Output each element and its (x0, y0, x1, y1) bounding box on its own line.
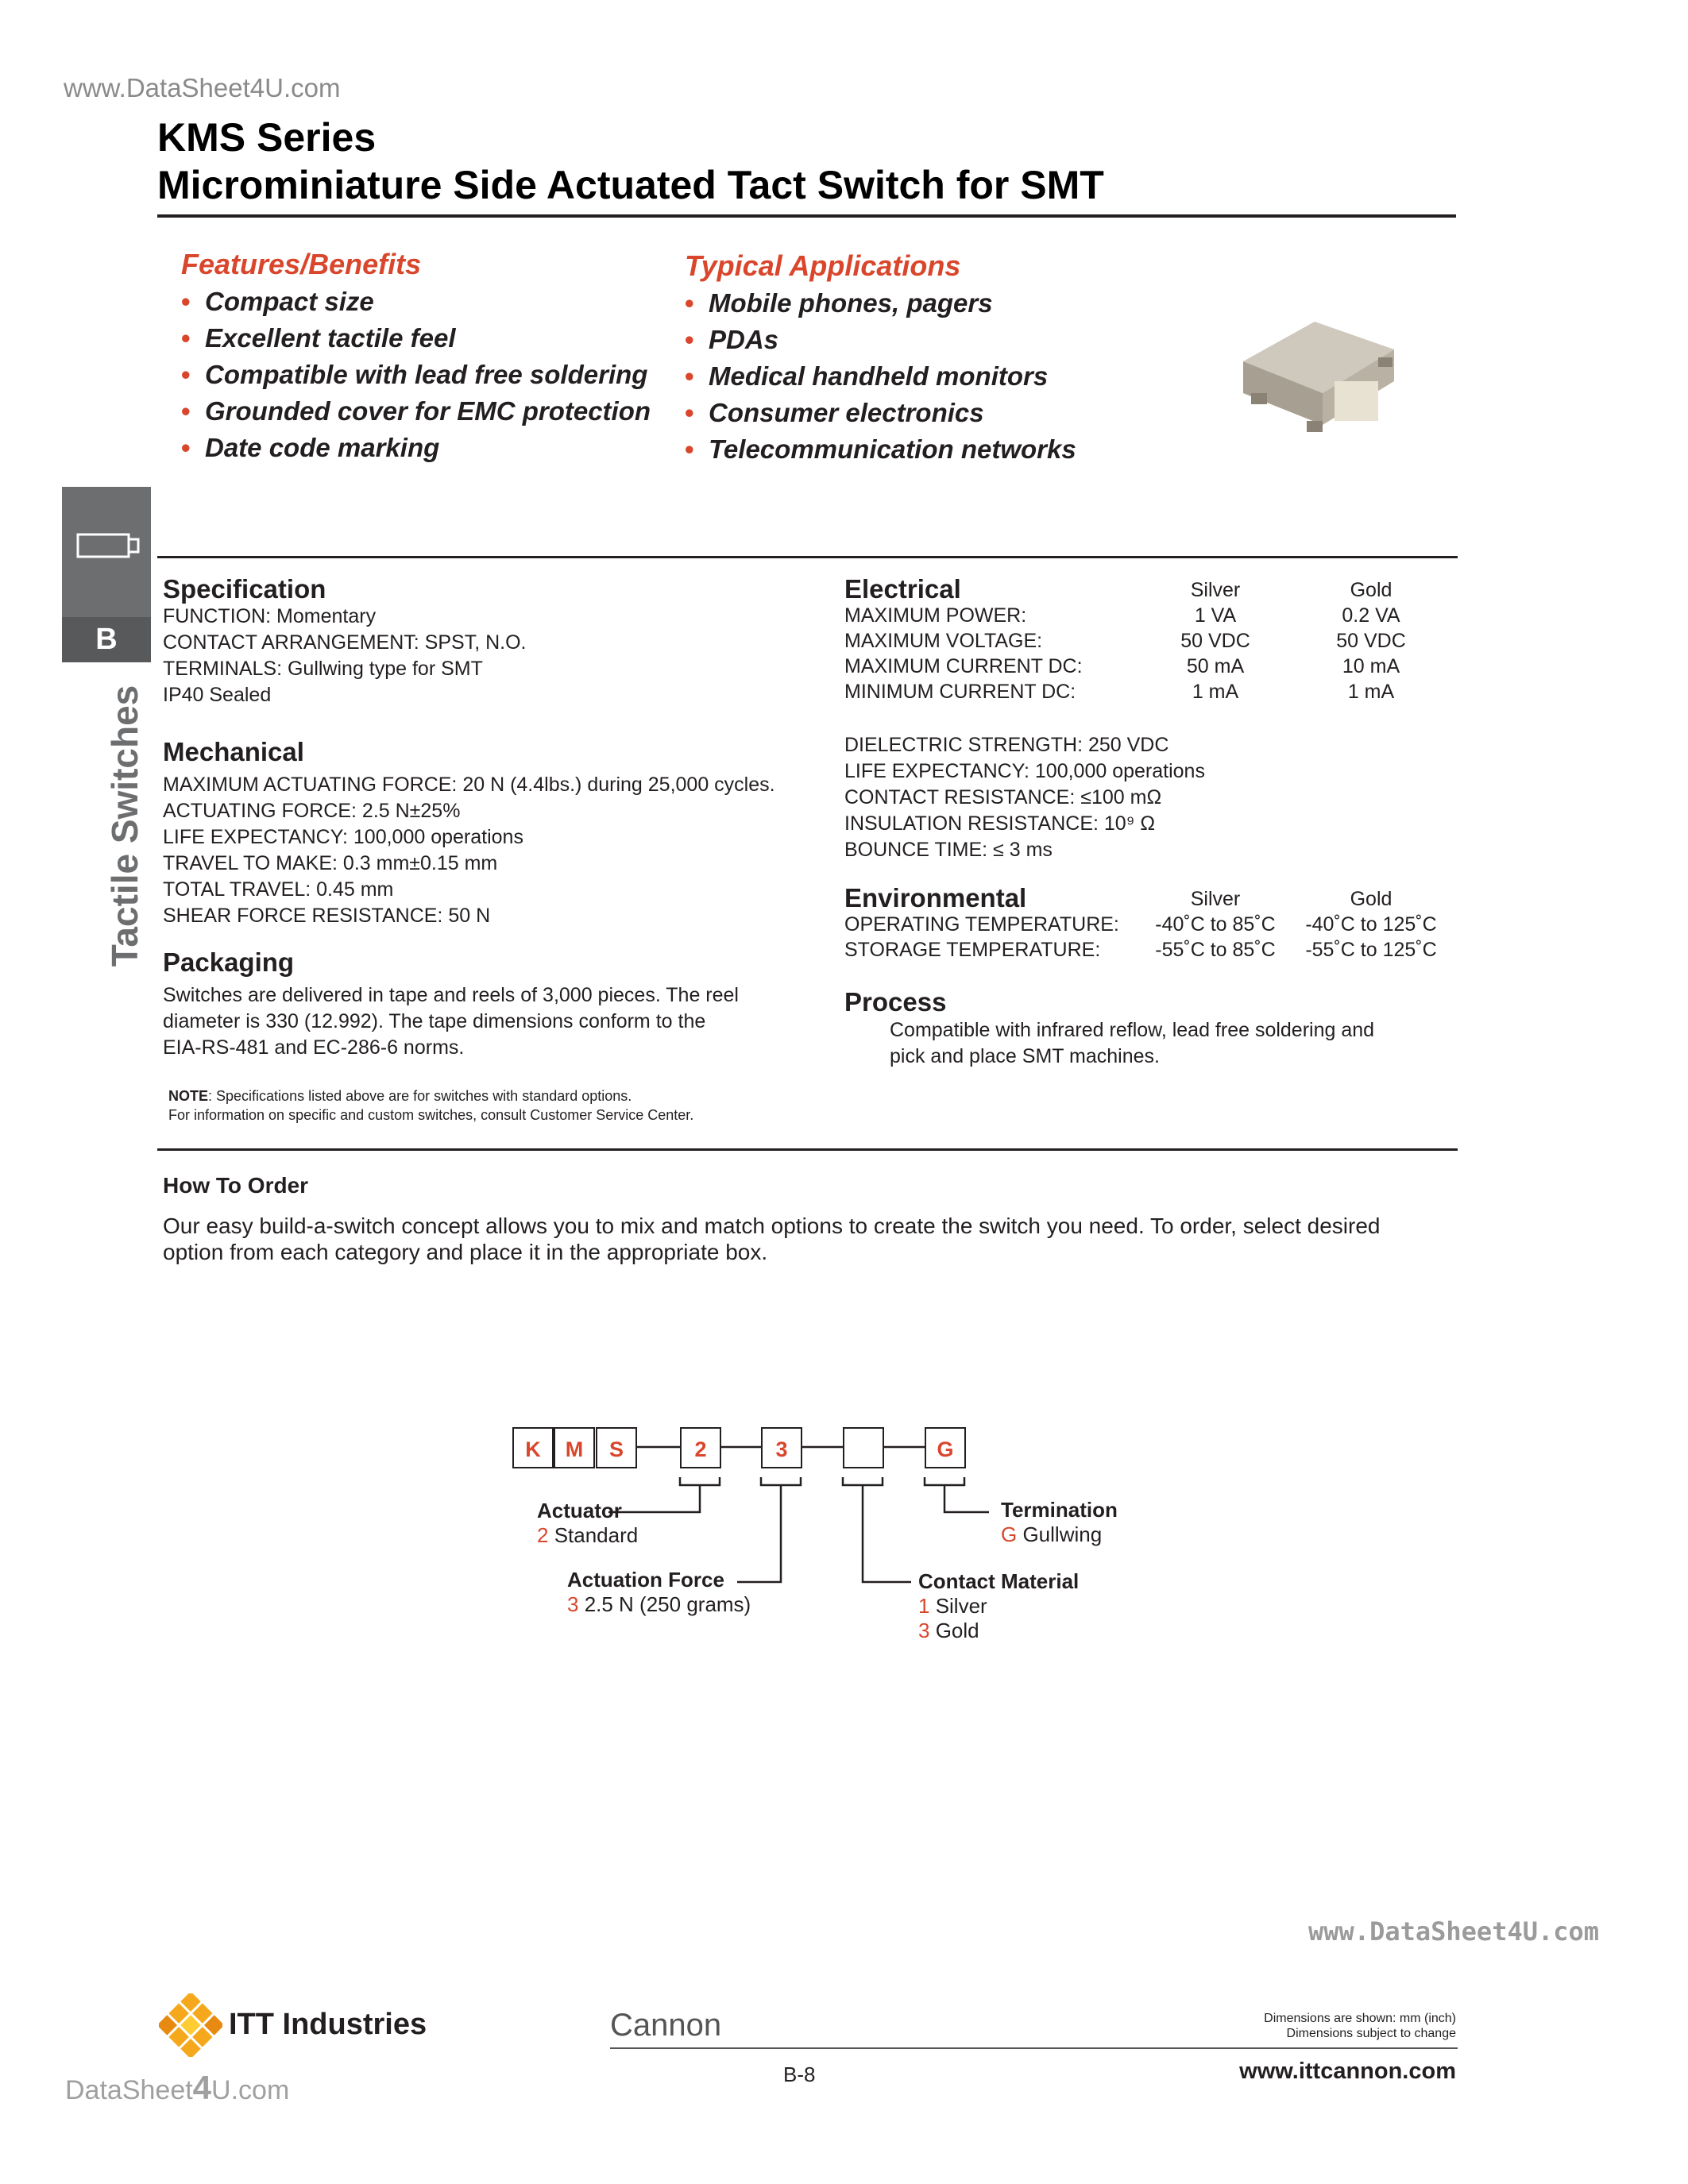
dimensions-note (1264, 2011, 1456, 2041)
code-box-termination[interactable]: G (925, 1427, 966, 1468)
col-gold: Gold (1350, 888, 1393, 910)
how-to-order-heading: How To Order (163, 1173, 309, 1198)
page-number: B-8 (783, 2062, 816, 2086)
row-gold: 10 mA (1342, 655, 1400, 677)
row-silver: 1 VA (1194, 604, 1237, 627)
spec-line: TERMINALS: Gullwing type for SMT (163, 658, 483, 680)
feature-item: • Date code marking (181, 433, 440, 462)
col-gold: Gold (1350, 579, 1393, 601)
watermark-top[interactable]: www.DataSheet4U.com (64, 73, 341, 102)
row-label: MAXIMUM VOLTAGE: (844, 630, 1043, 652)
side-tab-letter: B (62, 617, 151, 662)
process-line: Compatible with infrared reflow, lead free soldering and (890, 1019, 1375, 1041)
option-code: 3 (918, 1619, 930, 1642)
watermark-part: 4 (192, 2069, 212, 2106)
mech-line: TOTAL TRAVEL: 0.45 mm (163, 878, 394, 901)
feature-item: • Compact size (181, 287, 374, 316)
packaging-line: EIA-RS-481 and EC-286-6 norms. (163, 1036, 465, 1059)
termination-option (1001, 1498, 1118, 1547)
features-heading: Features/Benefits (181, 248, 422, 280)
note-line: For information on specific and custom switches, consult Customer Service Center. (168, 1107, 694, 1123)
itt-logo-icon (159, 1993, 222, 2057)
elec-line: LIFE EXPECTANCY: 100,000 operations (844, 760, 1205, 782)
actuator-title: Actuator (537, 1499, 622, 1522)
elec-line: CONTACT RESISTANCE: ≤100 mΩ (844, 786, 1162, 808)
row-silver: 1 mA (1192, 681, 1239, 703)
spec-line: CONTACT ARRANGEMENT: SPST, N.O. (163, 631, 527, 654)
termination-title: Termination (1001, 1498, 1118, 1522)
actuation-force-option (567, 1568, 751, 1617)
row-gold: 50 VDC (1336, 630, 1406, 652)
series-title: KMS Series (157, 115, 377, 160)
option-desc: Gold (929, 1619, 979, 1642)
col-silver: Silver (1190, 888, 1241, 910)
option-desc: Silver (929, 1594, 987, 1618)
mech-line: SHEAR FORCE RESISTANCE: 50 N (163, 905, 491, 927)
application-item: • Medical handheld monitors (685, 361, 1049, 391)
itt-industries-brand: ITT Industries (229, 2008, 427, 2041)
feature-item: • Compatible with lead free soldering (181, 360, 648, 389)
application-item: • Mobile phones, pagers (685, 288, 993, 318)
option-desc: 2.5 N (250 grams) (578, 1592, 751, 1616)
row-gold: -55˚C to 125˚C (1305, 939, 1437, 961)
option-code: 3 (567, 1592, 579, 1616)
application-item: • Telecommunication networks (685, 434, 1076, 464)
note-label: NOTE (168, 1088, 209, 1104)
website-link[interactable]: www.ittcannon.com (1239, 2059, 1456, 2084)
option-code: 2 (537, 1523, 549, 1547)
mech-line: MAXIMUM ACTUATING FORCE: 20 N (4.4lbs.) during 25,000 cycles. (163, 774, 775, 796)
elec-line: DIELECTRIC STRENGTH: 250 VDC (844, 734, 1169, 756)
watermark-right[interactable]: www.DataSheet4U.com (1308, 1916, 1600, 1947)
row-silver: -40˚C to 85˚C (1155, 913, 1276, 936)
option-desc: Gullwing (1017, 1522, 1103, 1546)
row-label: MINIMUM CURRENT DC: (844, 681, 1076, 703)
packaging-heading: Packaging (163, 947, 295, 977)
electrical-heading: Electrical (844, 574, 961, 604)
elec-line: BOUNCE TIME: ≤ 3 ms (844, 839, 1053, 861)
how-to-order-line: option from each category and place it in the appropriate box. (163, 1240, 768, 1264)
row-label: MAXIMUM POWER: (844, 604, 1027, 627)
spec-line: IP40 Sealed (163, 684, 272, 706)
col-silver: Silver (1190, 579, 1241, 601)
option-code: G (1001, 1522, 1018, 1546)
note-line: : Specifications listed above are for switches with standard options. (208, 1088, 632, 1104)
process-heading: Process (844, 987, 947, 1017)
row-label: OPERATING TEMPERATURE: (844, 913, 1119, 936)
dims-line: Dimensions subject to change (1286, 2027, 1456, 2040)
mech-line: ACTUATING FORCE: 2.5 N±25% (163, 800, 461, 822)
applications-heading: Typical Applications (685, 249, 961, 282)
row-label: MAXIMUM CURRENT DC: (844, 655, 1083, 677)
spec-line: FUNCTION: Momentary (163, 605, 377, 627)
application-item: • Consumer electronics (685, 398, 984, 427)
contact-material-title: Contact Material (918, 1569, 1080, 1593)
contact-material-option (918, 1569, 1079, 1643)
code-box-actuator[interactable]: 2 (680, 1427, 721, 1468)
code-box[interactable]: M (554, 1427, 595, 1468)
watermark-part: DataSheet (65, 2075, 193, 2105)
feature-item: • Grounded cover for EMC protection (181, 396, 651, 426)
option-code: 1 (918, 1594, 930, 1618)
process-line: pick and place SMT machines. (890, 1045, 1160, 1067)
row-silver: 50 VDC (1180, 630, 1250, 652)
specification-heading: Specification (163, 574, 326, 604)
elec-line: INSULATION RESISTANCE: 10⁹ Ω (844, 812, 1156, 835)
mechanical-heading: Mechanical (163, 737, 304, 766)
row-gold: 0.2 VA (1342, 604, 1400, 627)
option-desc: Standard (548, 1523, 639, 1547)
watermark-part: U.com (211, 2075, 290, 2105)
product-title: Microminiature Side Actuated Tact Switch for SMT (157, 163, 1104, 207)
actuator-option (537, 1499, 638, 1548)
side-tab-vertical-label: Tactile Switches (104, 685, 145, 967)
mech-line: LIFE EXPECTANCY: 100,000 operations (163, 826, 523, 848)
mech-line: TRAVEL TO MAKE: 0.3 mm±0.15 mm (163, 852, 498, 874)
packaging-line: diameter is 330 (12.992). The tape dimensions conform to the (163, 1010, 706, 1032)
watermark-bottom[interactable] (65, 2069, 289, 2107)
feature-item: • Excellent tactile feel (181, 323, 456, 353)
code-box[interactable]: S (596, 1427, 637, 1468)
cannon-brand: Cannon (610, 2008, 722, 2043)
footer-rule (610, 2047, 1458, 2049)
row-label: STORAGE TEMPERATURE: (844, 939, 1101, 961)
packaging-line: Switches are delivered in tape and reels of 3,000 pieces. The reel (163, 984, 739, 1006)
row-silver: -55˚C to 85˚C (1155, 939, 1276, 961)
code-box-contact-material[interactable] (843, 1427, 884, 1468)
how-to-order-line: Our easy build-a-switch concept allows you to mix and match options to create the switch you need. To order, select desired (163, 1214, 1381, 1238)
application-item: • PDAs (685, 325, 779, 354)
environmental-heading: Environmental (844, 883, 1027, 913)
code-box-actuation-force[interactable]: 3 (761, 1427, 802, 1468)
code-box[interactable]: K (512, 1427, 554, 1468)
row-silver: 50 mA (1186, 655, 1245, 677)
actuation-force-title: Actuation Force (567, 1568, 724, 1592)
dims-line: Dimensions are shown: mm (inch) (1264, 2012, 1456, 2025)
row-gold: 1 mA (1347, 681, 1395, 703)
row-gold: -40˚C to 125˚C (1305, 913, 1437, 936)
